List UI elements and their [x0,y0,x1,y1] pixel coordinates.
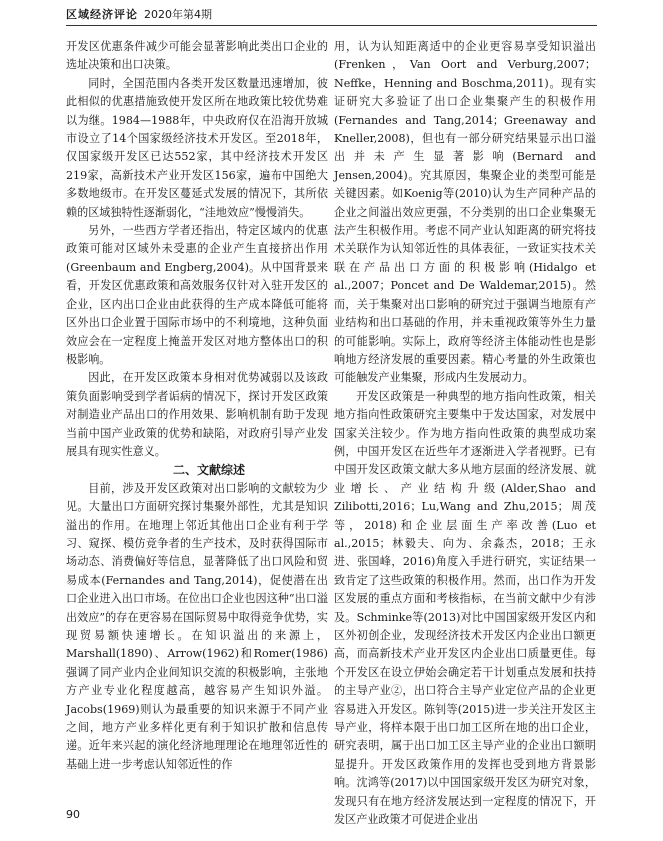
paragraph: 因此，在开发区政策本身相对优势减弱以及该政策负面影响受到学者诟病的情况下，探讨开发区政策对制造业产品出口的作用效果、影响机制有助于发现当前中国产业政策的优势和缺陷，对政府引导产业发展具有现实性意义。 [66,371,328,458]
paragraph: 用，认为认知距离适中的企业更容易享受知识溢出(Frenken，Van Oort and Verburg,2007；Neffke，Henning and Boschma,2011)。现有实证研究大多验证了出口企业集聚产生的积极作用(Fernandes and Tang,2014；Greenaway and Kneller,2008)，但也有一部分研究结果显示出口溢出并未产生显著影响(Bernard and Jensen,2004)。究其原因，集聚企业的类型可能是关键因素。如Koenig等(2010)认为生产同种产品的企业之间溢出效应更强，不分类别的出口企业集聚无法产生积极作用。考虑不同产业认知距离的研究将技术关联作为认知邻近性的具体表征，一致证实技术关联在产品出口方面的积极影响(Hidalgo et al.,2007；Poncet and De Waldemar,2015)。然而，关于集聚对出口影响的研究过于强调当地原有产业结构和出口基础的作用，并未重视政策等外生力量的可能影响。实际上，政府等经济主体能动性也是影响地方经济发展的重要因素。精心考量的外生政策也可能触发产业集聚，形成内生发展动力。 [334,40,596,385]
paragraph: 目前，涉及开发区政策对出口影响的文献较为少见。大量出口方面研究探讨集聚外部性，尤其是知识溢出的作用。在地理上邻近其他出口企业有利于学习、窥探、模仿竞争者的生产技术，及时获得国际市场动态、消费偏好等信息，显著降低了出口风险和贸易成本(Fernandes and Tang,2014)，促使潜在出口企业进入出口市场。在位出口企业也因这种“出口溢出效应”的存在更容易在国际贸易中取得竞争优势，实现贸易额快速增长。在知识溢出的来源上，Marshall(1890)、Arrow(1962)和Romer(1986)强调了同产业内企业间知识交流的积极影响，主张地方产业专业化程度越高，越容易产生知识外溢。Jacobs(1969)则认为最重要的知识来源于不同产业之间，地方产业多样化更有利于知识扩散和信息传递。近年来兴起的演化经济地理理论在地理邻近性的基础上进一步考虑认知邻近性的作 [66,481,328,771]
paragraph: 同时，全国范围内各类开发区数量迅速增加，彼此相似的优惠措施致使开发区所在地政策比较优势难以为继。1984—1988年，中央政府仅在沿海开放城市设立了14个国家级经济技术开发区。至2018年，仅国家级开发区已达552家，其中经济技术开发区219家，高新技术产业开发区156家，遍布中国绝大多数地级市。在开发区蔓延式发展的情况下，其所依赖的区域独特性逐渐弱化，“洼地效应”慢慢消失。 [66,76,328,219]
section-heading: 二、文献综述 [172,463,245,478]
page-number: 90 [66,808,80,821]
paragraph: 开发区优惠条件减少可能会显著影响此类出口企业的选址决策和出口决策。 [66,40,328,72]
paragraph: 另外，一些西方学者还指出，特定区域内的优惠政策可能对区域外未受惠的企业产生直接挤出作用(Greenbaum and Engberg,2004)。从中国背景来看，开发区优惠政策和高效服务仅针对入驻开发区的企业，区内出口企业由此获得的生产成本降低可能将区外出口企业置于国际市场中的不利境地，这种负面效应会在一定程度上掩盖开发区对地方整体出口的积极影响。 [66,224,328,366]
right-column [334,38,596,827]
paragraph: 开发区政策是一种典型的地方指向性政策，相关地方指向性政策研究主要集中于发达国家，对发展中国家关注较少。作为地方指向性政策的典型成功案例，中国开发区在近些年才逐渐进入学者视野。已有中国开发区政策文献大多从地方层面的经济发展、就业增长、产业结构升级(Alder,Shao and Zilibotti,2016；Lu,Wang and Zhu,2015；周茂等，2018)和企业层面生产率改善(Luo et al.,2015；林毅夫、向为、余淼杰，2018；王永进、张国峰，2016)角度入手进行研究，实证结果一致肯定了这些政策的积极作用。然而，出口作为开发区发展的重点方面和考核指标，在当前文献中少有涉及。Schminke等(2013)对比中国国家级开发区内和区外初创企业，发现经济技术开发区内企业出口额更高，而高新技术产业开发区内企业出口质量更佳。每个开发区在设立伊始会确定若干计划重点发展和扶持的主导产业②，出口符合主导产业定位产品的企业更容易进入开发区。陈钊等(2015)进一步关注开发区主导产业，将样本限于出口加工区所在地的出口企业，研究表明，属于出口加工区主导产业的企业出口额明显提升。开发区政策作用的发挥也受到地方背景影响。沈鸿等(2017)以中国国家级开发区为研究对象，发现只有在地方经济发展达到一定程度的情况下，开发区产业政策才可促进企业出 [334,389,596,827]
running-header [66,6,212,22]
issue-label: 2020年第4期 [144,8,212,21]
left-column [66,38,328,798]
header-rule [66,25,597,26]
journal-title: 区域经济评论 [66,8,138,21]
